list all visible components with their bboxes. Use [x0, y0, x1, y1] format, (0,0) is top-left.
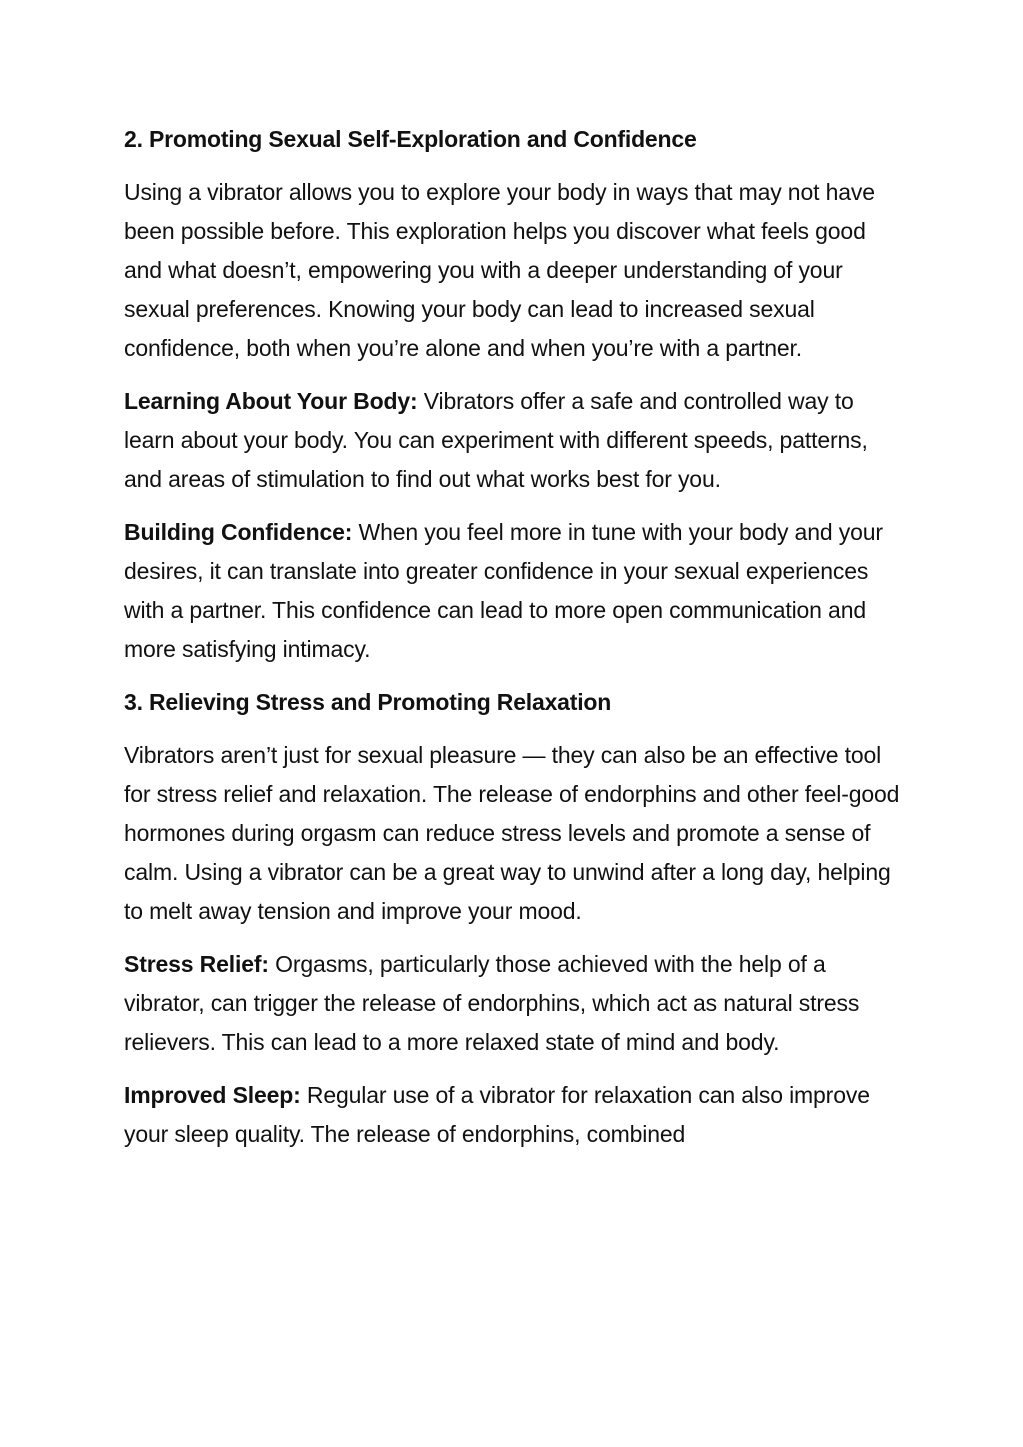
paragraph-improved-sleep	[124, 1076, 900, 1154]
confidence-text: When you feel more in tune with your body and your desires, it can translate into greater confidence in your sexual experiences with a partner. This confidence can lead to more open communication and more satisfying intimacy.	[124, 519, 883, 662]
improved-sleep-label: Improved Sleep:	[124, 1082, 301, 1108]
stress-relief-text: Orgasms, particularly those achieved with the help of a vibrator, can trigger the release of endorphins, which act as natural stress relievers. This can lead to a more relaxed state of mind and body.	[124, 951, 860, 1055]
document-page	[124, 120, 900, 1154]
paragraph-stress-relaxation: Vibrators aren’t just for sexual pleasure — they can also be an effective tool for stress relief and relaxation. The release of endorphins and other feel-good hormones during orgasm can reduce stress levels and promote a sense of calm. Using a vibrator can be a great way to unwind after a long day, helping to melt away tension and improve your mood.	[124, 742, 900, 924]
improved-sleep-text: Regular use of a vibrator for relaxation can also improve your sleep quality. The release of endorphins, combined	[124, 1082, 870, 1147]
section-heading-2: 2. Promoting Sexual Self-Exploration and Confidence	[124, 126, 697, 152]
paragraph-learning-about-body	[124, 382, 900, 499]
paragraph-stress-relief	[124, 945, 900, 1062]
confidence-label: Building Confidence:	[124, 519, 353, 545]
paragraph-self-exploration: Using a vibrator allows you to explore your body in ways that may not have been possible before. This exploration helps you discover what feels good and what doesn’t, empowering you with a deeper understanding of your sexual preferences. Knowing your body can lead to increased sexual confidence, both when you’re alone and when you’re with a partner.	[124, 179, 875, 361]
section-heading-3: 3. Relieving Stress and Promoting Relaxation	[124, 689, 612, 715]
stress-relief-label: Stress Relief:	[124, 951, 269, 977]
learning-label: Learning About Your Body:	[124, 388, 418, 414]
learning-text: Vibrators offer a safe and controlled way to learn about your body. You can experiment with different speeds, patterns, and areas of stimulation to find out what works best for you.	[124, 388, 868, 492]
paragraph-building-confidence	[124, 513, 900, 669]
